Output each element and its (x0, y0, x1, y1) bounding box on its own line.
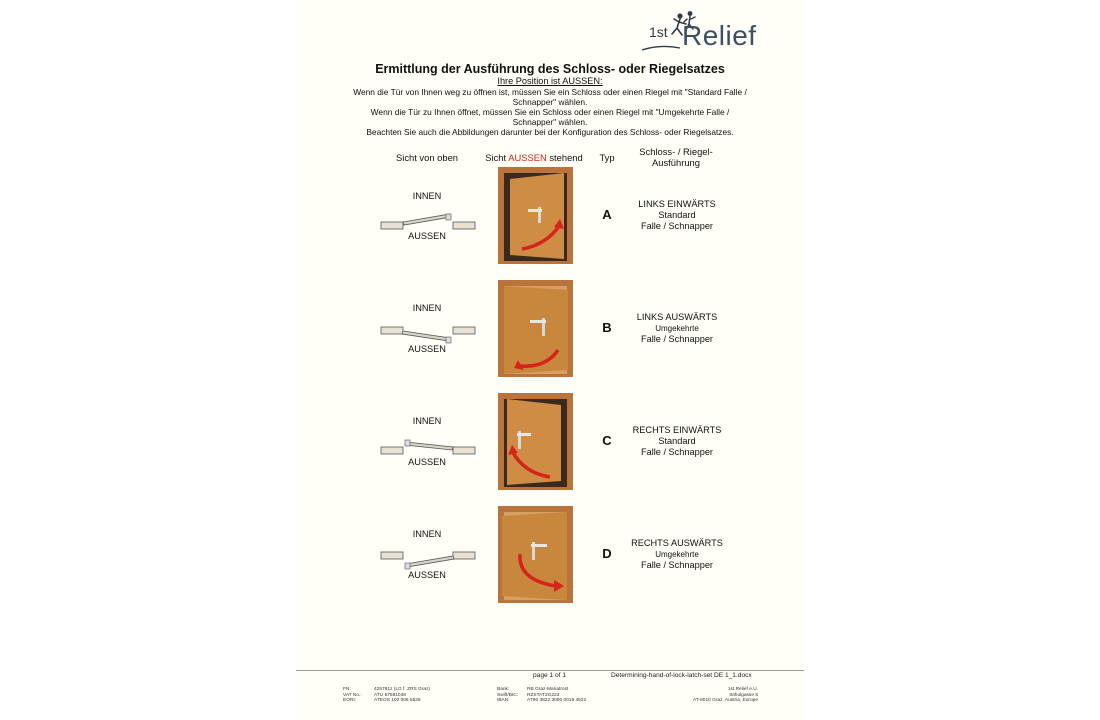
outside-label: AUSSEN (408, 231, 446, 241)
footer-value: ATEOS 100 006 5526 (374, 698, 421, 704)
intro-line-5: Beachten Sie auch die Abbildungen darunter bei der Konfiguration des Schloss- oder Riegelsatzes. (366, 127, 734, 137)
footer-col1-values (374, 687, 430, 704)
latch-text: Falle / Schnapper (640, 221, 713, 231)
footer-value: RB Graz-Mariatrost (527, 687, 569, 692)
top-view-diagram-icon (380, 550, 476, 572)
company-logo (640, 10, 760, 56)
type-letter: C (602, 433, 612, 448)
inside-label: INNEN (412, 529, 442, 539)
intro-line-3: Wenn die Tür zu Ihnen öffnet, müssen Sie ein Schloss oder einen Riegel mit "Umgekehrte Falle / (370, 107, 730, 117)
company-name: 1st.Relief e.U. (727, 687, 758, 692)
intro-line-1: Wenn die Tür von Ihnen weg zu öffnen ist, müssen Sie ein Schloss oder einen Riegel mit "Standard Falle / (353, 87, 747, 97)
inside-label: INNEN (412, 191, 442, 201)
direction-text: LINKS AUSWÄRTS (636, 312, 718, 322)
inside-label: INNEN (412, 416, 442, 426)
intro-line-4: Schnapper" wählen. (512, 117, 588, 127)
outside-label: AUSSEN (408, 457, 446, 467)
footer-label: VAT No.: (343, 692, 362, 698)
document-filename: Determining-hand-of-lock-latch-set DE 1_1.docx (611, 672, 752, 679)
direction-text: RECHTS EINWÄRTS (632, 425, 722, 435)
header-version (624, 146, 728, 168)
door-photo-a (498, 167, 573, 264)
latch-type-text: Standard (658, 436, 696, 446)
document-title: Ermittlung der Ausführung des Schloss- oder Riegelsatzes (375, 62, 725, 76)
version-description (618, 425, 736, 458)
inside-label: INNEN (412, 303, 442, 313)
version-description (618, 199, 736, 232)
outside-label: AUSSEN (408, 344, 446, 354)
latch-type-text: Standard (658, 210, 696, 220)
header-view-suffix: stehend (546, 152, 583, 163)
latch-text: Falle / Schnapper (640, 334, 713, 344)
footer-label: FN: (343, 687, 351, 692)
footer-col2-labels (497, 687, 518, 704)
footer-label: EORI: (343, 698, 357, 704)
footer-label: IBAN: (497, 698, 510, 704)
top-view-diagram-icon (380, 437, 476, 459)
footer-label: Bank: (497, 687, 510, 692)
footer-value: ATU 67581048 (374, 692, 406, 698)
door-photo-d (498, 506, 573, 603)
door-photo-b (498, 280, 573, 377)
header-view-red: AUSSEN (508, 152, 547, 163)
header-view-outside (478, 152, 590, 163)
company-street: Sithulgasse 5 (729, 692, 758, 698)
footer-company-address (680, 687, 758, 704)
version-description (618, 312, 736, 345)
latch-text: Falle / Schnapper (640, 447, 713, 457)
footer-label: Swift/BIC: (497, 692, 519, 698)
header-version-line1: Schloss- / Riegel- (639, 146, 713, 157)
header-top-view: Sicht von oben (395, 152, 459, 163)
logo-wordmark: Relief (682, 20, 757, 51)
company-city: AT-8010 Graz, Austria, Europe (693, 698, 758, 704)
header-view-prefix: Sicht (485, 152, 509, 163)
logo-superscript: 1st (649, 24, 668, 40)
door-photo-c (498, 393, 573, 490)
footer-divider (296, 670, 804, 671)
footer-value: RZSTAT2G223 (527, 692, 560, 698)
latch-text: Falle / Schnapper (640, 560, 713, 570)
type-letter: B (602, 320, 612, 335)
latch-type-text: Umgekehrte (655, 550, 699, 559)
footer-col1-labels (343, 687, 362, 704)
footer-value: 425781z (LG f. ZRS Graz) (374, 687, 430, 692)
header-version-line2: Ausführung (652, 157, 700, 168)
outside-label: AUSSEN (408, 570, 446, 580)
direction-text: LINKS EINWÄRTS (638, 199, 716, 209)
latch-type-text: Umgekehrte (655, 324, 699, 333)
page-number: page 1 of 1 (533, 672, 566, 679)
footer-col2-values (527, 687, 586, 704)
type-letter: A (602, 207, 612, 222)
direction-text: RECHTS AUSWÄRTS (631, 538, 723, 548)
type-letter: D (602, 546, 612, 561)
intro-line-2: Schnapper" wählen. (512, 97, 588, 107)
position-subtitle: Ihre Position ist AUSSEN: (497, 76, 603, 86)
header-type: Typ (599, 152, 615, 163)
footer-value: AT90 3822 3000 0019 4522 (527, 698, 587, 704)
version-description (618, 538, 736, 571)
